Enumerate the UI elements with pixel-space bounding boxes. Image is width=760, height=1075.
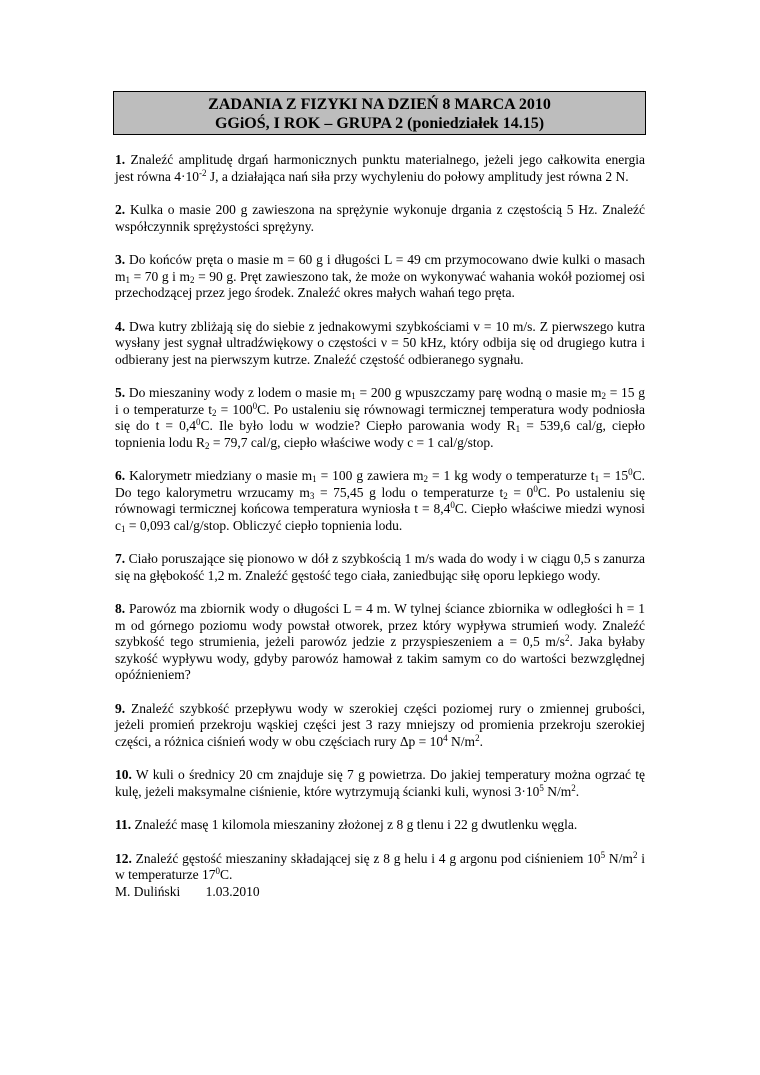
task-text: C. Po ustaleniu się równowagi termicznej końcowa temperatura wyniosła t = 8,4 <box>115 484 645 516</box>
task-item <box>115 551 645 584</box>
task-number: 1. <box>115 152 126 167</box>
task-text: Kalorymetr miedziany o masie m <box>125 468 313 483</box>
task-text: = 539,6 cal/g, ciepło topnienia lodu R <box>115 418 645 450</box>
header-box <box>113 91 646 135</box>
task-text: 0 <box>628 467 633 477</box>
task-text: 1 <box>515 424 521 434</box>
task-text: 3 <box>309 490 315 501</box>
task-text: C. Ciepło właściwe miedzi wynosi c <box>115 501 645 533</box>
task-item <box>115 319 645 369</box>
task-text: 1 <box>121 523 126 534</box>
task-text: Ciało poruszające się pionowo w dół z szybkością 1 m/s wada do wody i w ciągu 0,5 s zanurza się na głębokość 1,2 m. Znaleźć gęstość tego ciała, zaniedbując siłę oporu lepkiego wody. <box>115 551 645 583</box>
task-text: = 100 <box>216 401 253 417</box>
task-text: J, a działająca nań siła przy wychyleniu do połowy amplitudy jest równa 2 N. <box>206 168 629 184</box>
signature-date: 1.03.2010 <box>205 884 260 899</box>
task-item <box>115 701 645 751</box>
task-text: N/m <box>447 733 476 749</box>
task-text: 0 <box>450 500 455 510</box>
task-item <box>115 202 645 235</box>
task-text: Znaleźć amplitudę drgań harmonicznych punktu materialnego, jeżeli jego całkowita energia jest równa 4·10 <box>115 152 645 184</box>
task-number: 6. <box>115 468 126 483</box>
task-text: Znaleźć masę 1 kilomola mieszaniny złożonej z 8 g tlenu i 22 g dwutlenku węgla. <box>131 817 578 832</box>
task-number: 3. <box>115 252 126 267</box>
task-text: C. <box>219 867 233 882</box>
task-text: 4 <box>443 732 448 743</box>
task-text: C. Ile było lodu w wodzie? Ciepło parowania wody R <box>200 418 516 433</box>
task-text: i w temperaturze 17 <box>115 850 645 882</box>
task-text: Dwa kutry zbliżają się do siebie z jednakowymi szybkościami v = 10 m/s. Z pierwszego kutra wysłany jest sygnał ultradźwiękowy o częstości ν = 50 kHz, który odbija się od drugiego kutra i odbierany jest na pierwszym kutrze. Znaleźć częstość odbieranego sygnału. <box>115 318 645 367</box>
task-text: = 1 kg wody o temperaturze t <box>428 468 595 483</box>
task-number: 11. <box>115 817 132 832</box>
task-text: 2 <box>632 849 638 860</box>
task-number: 12. <box>115 850 132 866</box>
task-text: . <box>479 733 483 749</box>
header-subtitle: GGiOŚ, I ROK – GRUPA 2 (poniedziałek 14.15) <box>214 115 545 132</box>
task-text: N/m <box>605 850 633 866</box>
task-text: 5 <box>600 849 606 860</box>
task-text: 2 <box>601 391 606 401</box>
task-item <box>115 767 645 800</box>
task-number: 2. <box>115 202 126 217</box>
task-text: N/m <box>543 783 572 799</box>
task-text: 1 <box>312 474 317 484</box>
task-text: = 200 g wpuszczamy parę wodną o masie m <box>355 385 602 400</box>
task-text: 0 <box>252 400 258 411</box>
task-text: 2 <box>475 732 480 743</box>
task-text: 2 <box>571 782 576 793</box>
task-text: Kulka o masie 200 g zawieszona na sprężynie wykonuje drgania z częstością 5 Hz. Znaleźć współczynnik sprężystości sprężyny. <box>115 202 645 234</box>
task-text: 1 <box>125 274 131 285</box>
task-text: = 0,093 cal/g/stop. Obliczyć ciepło topnienia lodu. <box>125 517 403 533</box>
task-text: W kuli o średnicy 20 cm znajduje się 7 g powietrza. Do jakiej temperatury można ogrzać tę kulę, jeżeli maksymalne ciśnienie, które wytrzymują ścianki kuli, wynosi 3·10 <box>115 767 645 799</box>
task-number: 9. <box>115 700 126 716</box>
header-title: ZADANIA Z FIZYKI NA DZIEŃ 8 MARCA 2010 <box>208 96 551 113</box>
task-text: = 15 <box>599 468 629 483</box>
signature <box>115 884 260 900</box>
task-text: Do mieszaniny wody z lodem o masie m <box>125 385 352 400</box>
task-number: 7. <box>115 551 126 566</box>
task-text: -2 <box>198 167 207 178</box>
task-text: 2 <box>564 633 570 643</box>
task-number: 5. <box>115 385 126 400</box>
task-number: 4. <box>115 318 126 334</box>
task-text: = 70 g i m <box>130 268 190 284</box>
task-text: 2 <box>503 490 508 501</box>
task-item <box>115 152 645 185</box>
task-item <box>115 468 645 534</box>
task-text: . Jaka byłaby szykość wypływu wody, gdyby parowóz hamował z takim samym co do wartości bezwzględnej opóźnieniem? <box>115 634 645 682</box>
task-text: 2 <box>205 440 210 451</box>
task-number: 8. <box>115 601 126 616</box>
task-item <box>115 601 645 684</box>
task-text: = 100 g zawiera m <box>316 468 424 483</box>
author-name: M. Duliński <box>115 884 181 899</box>
task-text: = 79,7 cal/g, ciepło właściwe wody c = 1 cal/g/stop. <box>209 434 494 450</box>
task-text: 1 <box>351 391 356 401</box>
task-text: = 15 g i o temperaturze t <box>115 385 645 417</box>
task-text: 0 <box>215 866 220 876</box>
task-text: 1 <box>594 474 600 484</box>
task-text: . <box>575 783 580 799</box>
task-item <box>115 817 645 834</box>
task-text: 2 <box>190 274 195 285</box>
task-text: Znaleźć szybkość przepływu wody w szerokiej części poziomej rury o zmiennej grubości, jeżeli promień przekroju wąskiej części jest 3 razy mniejszy od promienia przekroju szerokiej części, a różnica ciśnień wody w obu częściach rury Δp = 10 <box>115 700 645 749</box>
task-list <box>115 152 645 901</box>
task-text: Znaleźć gęstość mieszaniny składającej się z 8 g helu i 4 g argonu pod ciśnieniem 10 <box>131 850 601 866</box>
task-text: = 90 g. Pręt zawieszono tak, że może on wykonywać wahania wokół poziomej osi przechodzącej przez jego środek. Znaleźć okres małych wahań tego pręta. <box>115 268 645 300</box>
task-text: Do końców pręta o masie m = 60 g i długości L = 49 cm przymocowano dwie kulki o masach m <box>115 252 645 284</box>
task-text: 2 <box>423 474 429 484</box>
task-text: C. Do tego kalorymetru wrzucamy m <box>115 468 645 500</box>
task-text: 5 <box>539 782 544 793</box>
task-text: 0 <box>196 417 201 427</box>
task-item <box>115 851 645 884</box>
task-item <box>115 252 645 302</box>
task-text: Parowóz ma zbiornik wody o długości L = 4 m. W tylnej ściance zbiornika w odległości h = 1 m od górnego poziomu wody powstał otworek, przez który wypływa strumień wody. Znaleźć szybkość tego strumienia, jeżeli parowóz jedzie z przyspieszeniem a = 0,5 m/s <box>115 601 645 649</box>
task-item <box>115 385 645 451</box>
task-text: = 0 <box>507 484 534 500</box>
task-number: 10. <box>115 767 132 782</box>
task-text: C. Po ustaleniu się równowagi termicznej temperatura wody podniosła się do t = 0,4 <box>115 401 645 433</box>
task-text: = 75,45 g lodu o temperaturze t <box>314 484 504 500</box>
task-text: 2 <box>212 407 217 418</box>
task-text: 0 <box>533 483 538 494</box>
